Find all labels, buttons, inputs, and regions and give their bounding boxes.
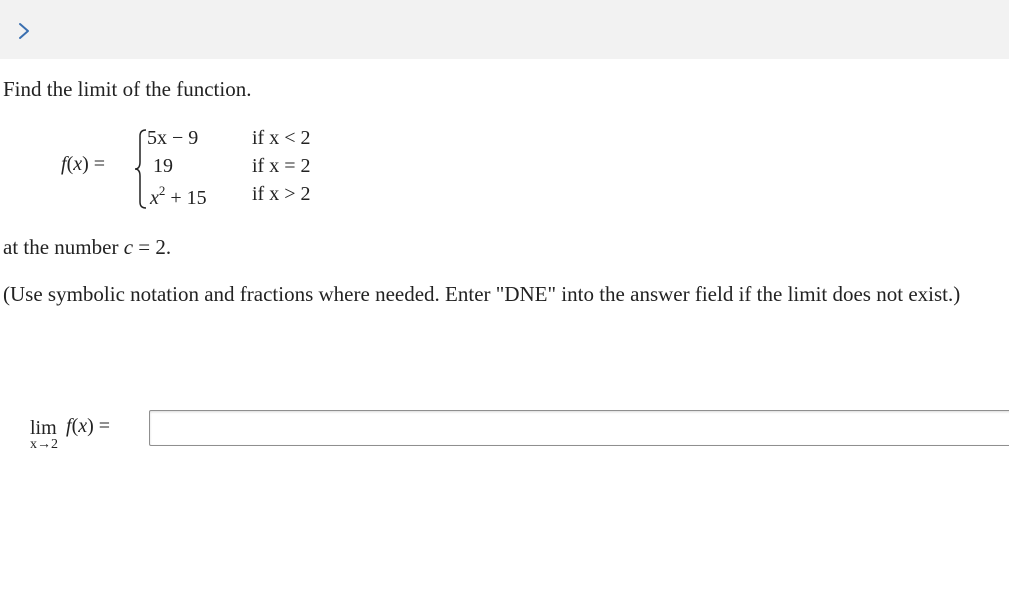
case-3-exponent: 2 — [158, 183, 166, 198]
case-1-expression: 5x − 9 — [147, 127, 199, 149]
lim-subscript: x→2 — [30, 437, 58, 452]
at-number-var: c — [123, 235, 134, 259]
answer-input[interactable] — [149, 410, 1009, 446]
chevron-right-icon[interactable] — [16, 21, 32, 41]
at-number-label: at the number — [3, 235, 124, 259]
lim-function-name: f — [66, 415, 72, 437]
lim-equals: = — [98, 415, 111, 437]
lim-function-var: x — [78, 415, 88, 437]
case-1-condition: if x < 2 — [252, 127, 311, 149]
function-var: x — [73, 153, 83, 175]
case-2-expression: 19 — [153, 155, 173, 177]
piecewise-brace — [134, 128, 148, 210]
at-number-text — [3, 235, 171, 260]
case-3-condition: if x > 2 — [252, 183, 311, 205]
question-prompt: Find the limit of the function. — [3, 77, 252, 101]
case-2-condition: if x = 2 — [252, 155, 311, 177]
lim-function: f(x) = — [66, 415, 111, 437]
function-name: f — [61, 153, 67, 175]
equals-sign: = — [93, 153, 106, 175]
at-number-value: = 2. — [133, 235, 172, 259]
case-3-base: x — [150, 187, 159, 209]
function-lhs: f(x) = — [61, 153, 106, 175]
limit-expression — [30, 415, 111, 452]
case-3-expression — [150, 183, 207, 210]
top-toolbar — [0, 0, 1009, 59]
lim-word: lim — [30, 417, 57, 439]
case-3-tail: + 15 — [165, 187, 207, 209]
instructions-text: (Use symbolic notation and fractions where needed. Enter "DNE" into the answer field if the limit does not exist.) — [3, 282, 961, 306]
